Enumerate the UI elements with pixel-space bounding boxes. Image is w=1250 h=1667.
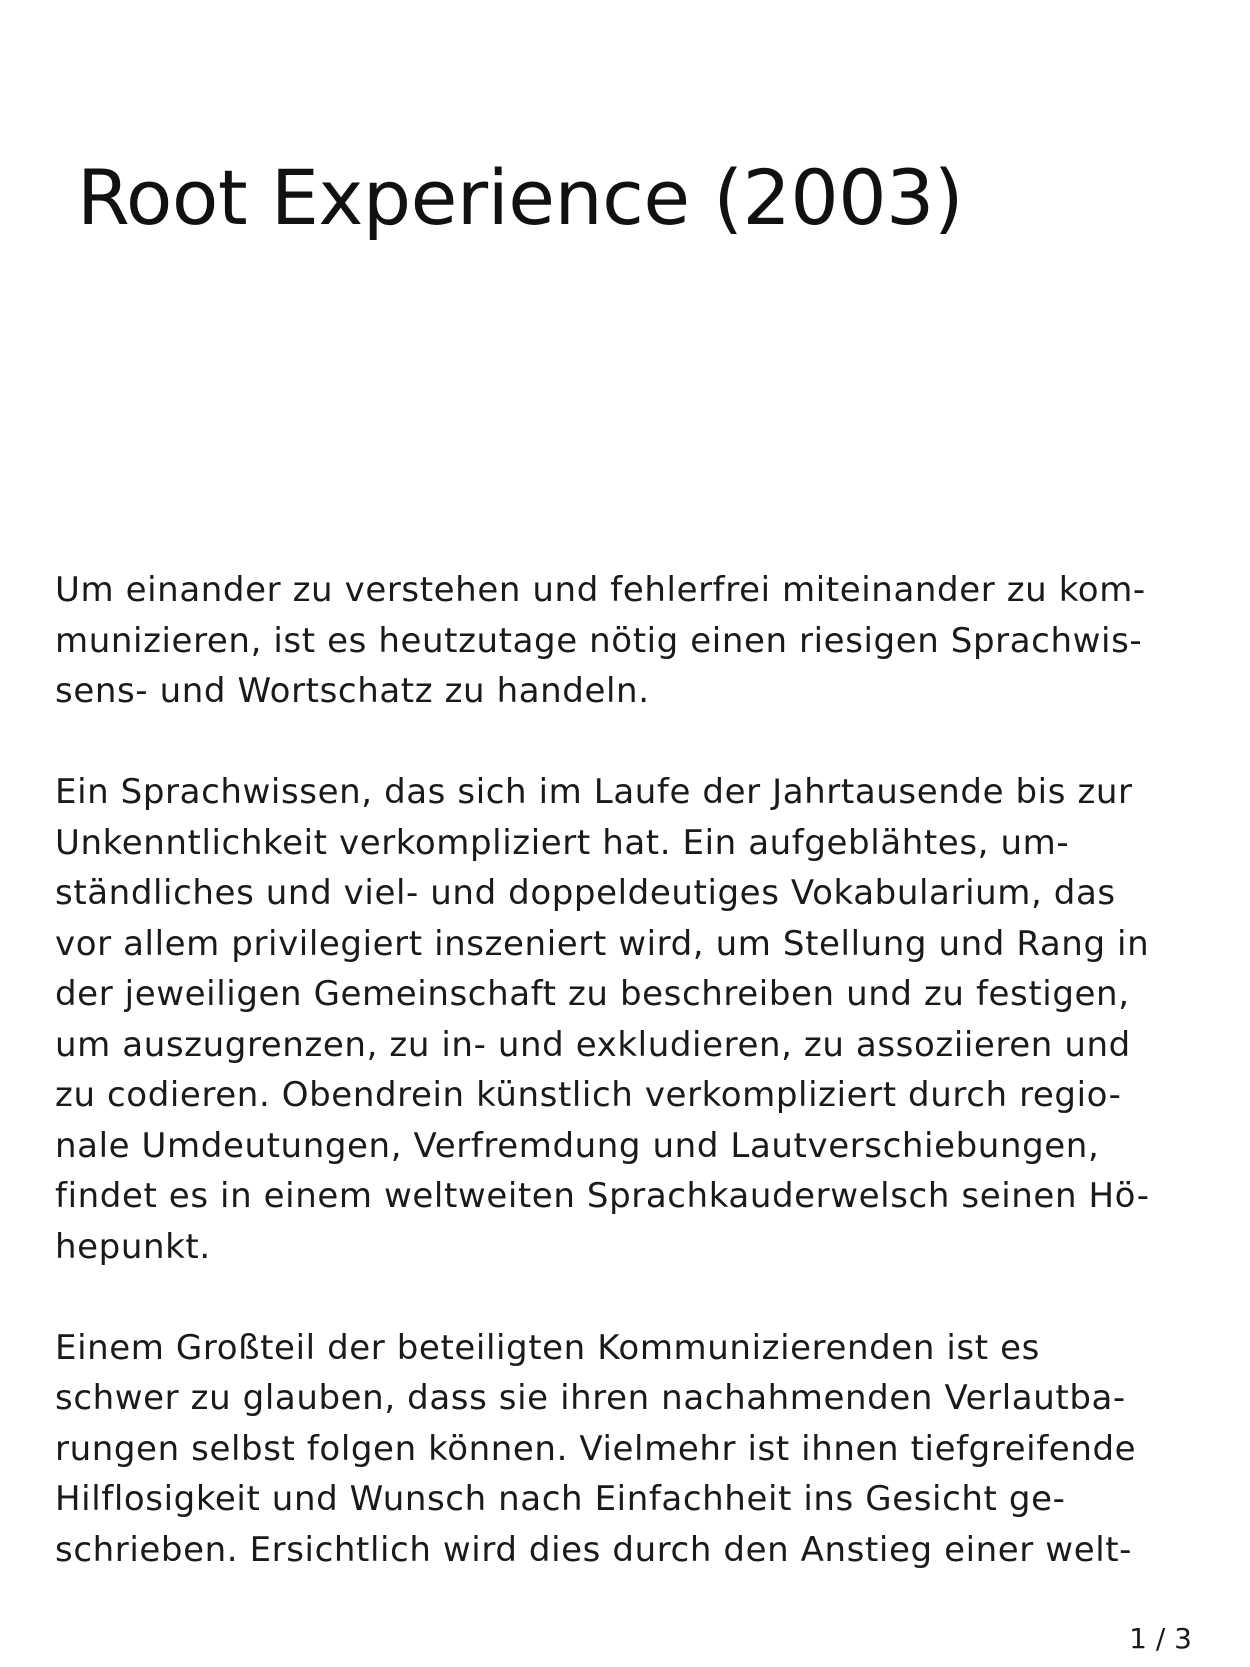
paragraph-3 [55,1323,1205,1576]
paragraph-2 [55,767,1205,1272]
text-line: vor allem privilegiert inszeniert wird, um Stellung und Rang in [55,923,1150,964]
text-line: rungen selbst folgen können. Vielmehr ist ihnen tiefgreifende [55,1428,1137,1469]
paragraph-gap [55,717,1205,768]
body-text [55,565,1205,1575]
text-line: munizieren, ist es heutzutage nötig einen riesigen Sprachwis- [55,620,1143,661]
text-line: Um einander zu verstehen und fehlerfrei miteinander zu kom- [55,570,1146,610]
text-line: findet es in einem weltweiten Sprachkauderwelsch seinen Hö- [55,1176,1150,1216]
paragraph-1 [55,565,1205,717]
text-line: ständliches und viel- und doppeldeutiges Vokabularium, das [55,873,1116,913]
text-line: schrieben. Ersichtlich wird dies durch den Anstieg einer welt- [55,1529,1133,1570]
page-title: Root Experience (2003) [77,153,964,242]
text-line: Hilflosigkeit und Wunsch nach Einfachheit ins Gesicht ge- [55,1479,1066,1519]
text-line: sens- und Wortschatz zu handeln. [55,671,650,711]
page-number: 1 / 3 [1129,1622,1192,1655]
text-line: Einem Großteil der beteiligten Kommunizierenden ist es [55,1327,1040,1368]
text-line: schwer zu glauben, dass sie ihren nachahmenden Verlautba- [55,1378,1126,1418]
text-line: zu codieren. Obendrein künstlich verkompliziert durch regio- [55,1075,1122,1115]
text-line: der jeweiligen Gemeinschaft zu beschreiben und zu festigen, [55,974,1130,1014]
text-line: Unkenntlichkeit verkompliziert hat. Ein aufgeblähtes, um- [55,822,1070,863]
text-line: um auszugrenzen, zu in- und exkludieren, zu assoziieren und [55,1024,1131,1065]
text-line: Ein Sprachwissen, das sich im Laufe der Jahrtausende bis zur [55,772,1133,812]
text-line: nale Umdeutungen, Verfremdung und Lautverschiebungen, [55,1125,1100,1166]
paragraph-gap [55,1272,1205,1323]
text-line: hepunkt. [55,1226,211,1267]
